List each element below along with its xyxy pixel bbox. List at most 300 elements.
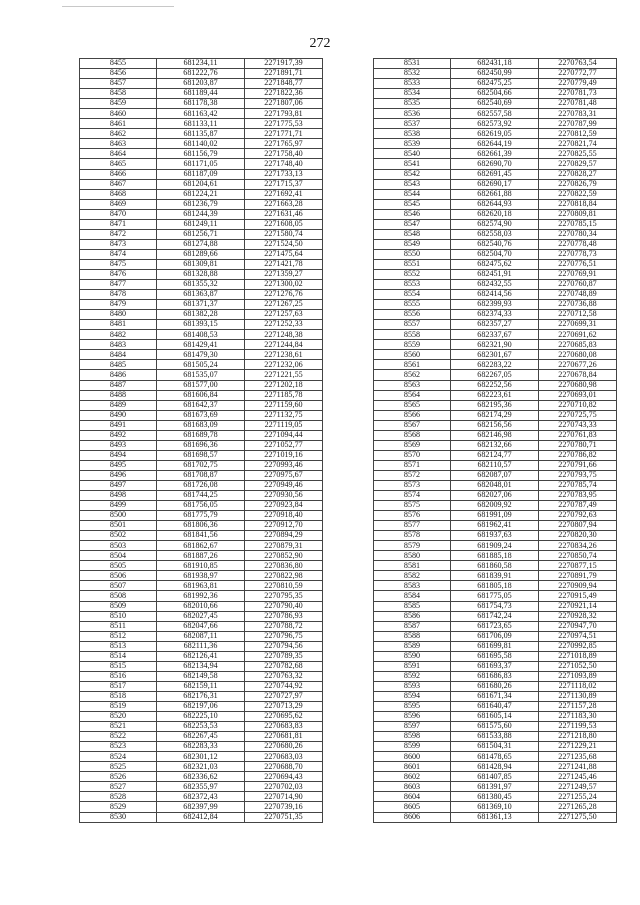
y-coordinate-cell: 2271185,78 (245, 390, 323, 400)
table-row (374, 651, 617, 661)
table-row (80, 320, 323, 330)
y-coordinate-cell: 2271132,75 (245, 410, 323, 420)
x-coordinate-cell: 682149,58 (157, 671, 245, 681)
point-number-cell: 8521 (80, 722, 157, 732)
point-number-cell: 8459 (80, 99, 157, 109)
y-coordinate-cell: 2271524,50 (245, 239, 323, 249)
point-number-cell: 8470 (80, 209, 157, 219)
x-coordinate-cell: 681274,88 (157, 239, 245, 249)
table-row (80, 360, 323, 370)
y-coordinate-cell: 2270761,83 (539, 430, 617, 440)
table-row (80, 460, 323, 470)
point-number-cell: 8546 (374, 209, 451, 219)
point-number-cell: 8596 (374, 712, 451, 722)
y-coordinate-cell: 2270778,73 (539, 249, 617, 259)
y-coordinate-cell: 2270688,70 (245, 762, 323, 772)
table-row (374, 732, 617, 742)
table-row (80, 330, 323, 340)
x-coordinate-cell: 682355,97 (157, 782, 245, 792)
x-coordinate-cell: 681369,10 (451, 802, 539, 812)
x-coordinate-cell: 681189,44 (157, 89, 245, 99)
table-row (80, 641, 323, 651)
table-row (80, 531, 323, 541)
point-number-cell: 8464 (80, 149, 157, 159)
y-coordinate-cell: 2271771,71 (245, 129, 323, 139)
point-number-cell: 8504 (80, 551, 157, 561)
table-row (374, 460, 617, 470)
point-number-cell: 8558 (374, 330, 451, 340)
x-coordinate-cell: 682690,17 (451, 179, 539, 189)
x-coordinate-cell: 681640,47 (451, 702, 539, 712)
table-row (374, 712, 617, 722)
table-row (80, 601, 323, 611)
x-coordinate-cell: 681222,76 (157, 69, 245, 79)
x-coordinate-cell: 682146,98 (451, 430, 539, 440)
point-number-cell: 8483 (80, 340, 157, 350)
table-row (374, 480, 617, 490)
point-number-cell: 8477 (80, 280, 157, 290)
point-number-cell: 8570 (374, 450, 451, 460)
y-coordinate-cell: 2271748,40 (245, 159, 323, 169)
point-number-cell: 8455 (80, 59, 157, 69)
point-number-cell: 8506 (80, 571, 157, 581)
x-coordinate-cell: 682336,62 (157, 772, 245, 782)
table-row (374, 772, 617, 782)
table-row (80, 209, 323, 219)
y-coordinate-cell: 2270683,03 (245, 752, 323, 762)
x-coordinate-cell: 681171,05 (157, 159, 245, 169)
y-coordinate-cell: 2271235,68 (539, 752, 617, 762)
point-number-cell: 8510 (80, 611, 157, 621)
table-row (80, 491, 323, 501)
point-number-cell: 8517 (80, 681, 157, 691)
table-row (80, 440, 323, 450)
y-coordinate-cell: 2270788,72 (245, 621, 323, 631)
point-number-cell: 8551 (374, 259, 451, 269)
x-coordinate-cell: 681698,57 (157, 450, 245, 460)
x-coordinate-cell: 682475,25 (451, 79, 539, 89)
table-row (80, 199, 323, 209)
table-row (374, 601, 617, 611)
y-coordinate-cell: 2270785,15 (539, 219, 617, 229)
point-number-cell: 8542 (374, 169, 451, 179)
y-coordinate-cell: 2271359,27 (245, 269, 323, 279)
point-number-cell: 8496 (80, 470, 157, 480)
x-coordinate-cell: 681204,61 (157, 179, 245, 189)
point-number-cell: 8463 (80, 139, 157, 149)
x-coordinate-cell: 682132,66 (451, 440, 539, 450)
x-coordinate-cell: 682301,12 (157, 752, 245, 762)
x-coordinate-cell: 681806,36 (157, 521, 245, 531)
point-number-cell: 8562 (374, 370, 451, 380)
table-row (80, 722, 323, 732)
point-number-cell: 8491 (80, 420, 157, 430)
x-coordinate-cell: 681702,75 (157, 460, 245, 470)
y-coordinate-cell: 2271692,41 (245, 189, 323, 199)
x-coordinate-cell: 681133,11 (157, 119, 245, 129)
y-coordinate-cell: 2271891,71 (245, 69, 323, 79)
point-number-cell: 8587 (374, 621, 451, 631)
y-coordinate-cell: 2270787,49 (539, 501, 617, 511)
point-number-cell: 8575 (374, 501, 451, 511)
table-row (80, 681, 323, 691)
x-coordinate-cell: 681693,37 (451, 661, 539, 671)
point-number-cell: 8476 (80, 269, 157, 279)
table-row (80, 89, 323, 99)
point-number-cell: 8538 (374, 129, 451, 139)
point-number-cell: 8556 (374, 310, 451, 320)
y-coordinate-cell: 2270809,81 (539, 209, 617, 219)
x-coordinate-cell: 682283,22 (451, 360, 539, 370)
table-row (374, 491, 617, 501)
table-row (80, 802, 323, 812)
y-coordinate-cell: 2270685,83 (539, 340, 617, 350)
point-number-cell: 8576 (374, 511, 451, 521)
point-number-cell: 8595 (374, 702, 451, 712)
point-number-cell: 8525 (80, 762, 157, 772)
table-row (80, 420, 323, 430)
y-coordinate-cell: 2271019,16 (245, 450, 323, 460)
x-coordinate-cell: 682124,77 (451, 450, 539, 460)
table-row (374, 470, 617, 480)
x-coordinate-cell: 681991,09 (451, 511, 539, 521)
table-row (374, 370, 617, 380)
table-row (80, 380, 323, 390)
point-number-cell: 8577 (374, 521, 451, 531)
x-coordinate-cell: 682504,66 (451, 89, 539, 99)
point-number-cell: 8533 (374, 79, 451, 89)
y-coordinate-cell: 2271793,81 (245, 109, 323, 119)
table-row (80, 310, 323, 320)
x-coordinate-cell: 681726,08 (157, 480, 245, 490)
point-number-cell: 8573 (374, 480, 451, 490)
y-coordinate-cell: 2270822,98 (245, 571, 323, 581)
x-coordinate-cell: 681885,18 (451, 551, 539, 561)
table-row (80, 732, 323, 742)
table-row (374, 129, 617, 139)
x-coordinate-cell: 681963,81 (157, 581, 245, 591)
point-number-cell: 8502 (80, 531, 157, 541)
table-row (374, 661, 617, 671)
x-coordinate-cell: 682619,05 (451, 129, 539, 139)
x-coordinate-cell: 682431,18 (451, 59, 539, 69)
y-coordinate-cell: 2270781,48 (539, 99, 617, 109)
table-row (80, 742, 323, 752)
point-number-cell: 8564 (374, 390, 451, 400)
x-coordinate-cell: 682253,53 (157, 722, 245, 732)
x-coordinate-cell: 682337,67 (451, 330, 539, 340)
table-row (374, 561, 617, 571)
x-coordinate-cell: 681428,94 (451, 762, 539, 772)
point-number-cell: 8530 (80, 812, 157, 822)
point-number-cell: 8545 (374, 199, 451, 209)
y-coordinate-cell: 2271241,88 (539, 762, 617, 772)
y-coordinate-cell: 2270751,35 (245, 812, 323, 822)
coordinate-table-right (373, 58, 617, 823)
x-coordinate-cell: 681862,67 (157, 541, 245, 551)
x-coordinate-cell: 682111,36 (157, 641, 245, 651)
table-row (80, 480, 323, 490)
x-coordinate-cell: 681178,38 (157, 99, 245, 109)
point-number-cell: 8605 (374, 802, 451, 812)
x-coordinate-cell: 681805,18 (451, 581, 539, 591)
x-coordinate-cell: 681236,79 (157, 199, 245, 209)
top-rule (62, 6, 174, 7)
y-coordinate-cell: 2271421,78 (245, 259, 323, 269)
x-coordinate-cell: 681642,37 (157, 400, 245, 410)
y-coordinate-cell: 2270763,54 (539, 59, 617, 69)
x-coordinate-cell: 682283,33 (157, 742, 245, 752)
point-number-cell: 8489 (80, 400, 157, 410)
x-coordinate-cell: 682397,99 (157, 802, 245, 812)
table-row (374, 269, 617, 279)
table-row (374, 259, 617, 269)
y-coordinate-cell: 2271275,50 (539, 812, 617, 822)
table-row (80, 521, 323, 531)
y-coordinate-cell: 2270699,31 (539, 320, 617, 330)
x-coordinate-cell: 682399,93 (451, 300, 539, 310)
x-coordinate-cell: 682252,56 (451, 380, 539, 390)
y-coordinate-cell: 2271608,05 (245, 219, 323, 229)
table-row (374, 139, 617, 149)
y-coordinate-cell: 2270822,59 (539, 189, 617, 199)
x-coordinate-cell: 681249,11 (157, 219, 245, 229)
point-number-cell: 8466 (80, 169, 157, 179)
y-coordinate-cell: 2270779,49 (539, 79, 617, 89)
table-row (80, 179, 323, 189)
table-row (374, 229, 617, 239)
table-row (374, 310, 617, 320)
table-row (80, 671, 323, 681)
point-number-cell: 8467 (80, 179, 157, 189)
y-coordinate-cell: 2270789,35 (245, 651, 323, 661)
x-coordinate-cell: 681363,87 (157, 290, 245, 300)
x-coordinate-cell: 681328,88 (157, 269, 245, 279)
table-row (80, 129, 323, 139)
y-coordinate-cell: 2270786,93 (245, 611, 323, 621)
table-row (374, 742, 617, 752)
table-row (80, 350, 323, 360)
table-row (80, 551, 323, 561)
point-number-cell: 8603 (374, 782, 451, 792)
table-row (80, 159, 323, 169)
table-row (80, 762, 323, 772)
y-coordinate-cell: 2270713,29 (245, 702, 323, 712)
y-coordinate-cell: 2270912,70 (245, 521, 323, 531)
point-number-cell: 8469 (80, 199, 157, 209)
point-number-cell: 8553 (374, 280, 451, 290)
y-coordinate-cell: 2270825,55 (539, 149, 617, 159)
x-coordinate-cell: 681673,69 (157, 410, 245, 420)
x-coordinate-cell: 681754,73 (451, 601, 539, 611)
y-coordinate-cell: 2270909,94 (539, 581, 617, 591)
point-number-cell: 8520 (80, 712, 157, 722)
point-number-cell: 8583 (374, 581, 451, 591)
point-number-cell: 8493 (80, 440, 157, 450)
point-number-cell: 8492 (80, 430, 157, 440)
y-coordinate-cell: 2270680,26 (245, 742, 323, 752)
y-coordinate-cell: 2271775,53 (245, 119, 323, 129)
y-coordinate-cell: 2271248,38 (245, 330, 323, 340)
table-row (374, 420, 617, 430)
y-coordinate-cell: 2271848,77 (245, 79, 323, 89)
point-number-cell: 8574 (374, 491, 451, 501)
y-coordinate-cell: 2271229,21 (539, 742, 617, 752)
x-coordinate-cell: 682087,11 (157, 631, 245, 641)
x-coordinate-cell: 681203,87 (157, 79, 245, 89)
point-number-cell: 8495 (80, 460, 157, 470)
y-coordinate-cell: 2270947,70 (539, 621, 617, 631)
y-coordinate-cell: 2271130,89 (539, 691, 617, 701)
y-coordinate-cell: 2270807,94 (539, 521, 617, 531)
x-coordinate-cell: 681156,79 (157, 149, 245, 159)
y-coordinate-cell: 2270795,35 (245, 591, 323, 601)
x-coordinate-cell: 682412,84 (157, 812, 245, 822)
y-coordinate-cell: 2271580,74 (245, 229, 323, 239)
table-row (80, 571, 323, 581)
table-row (374, 149, 617, 159)
point-number-cell: 8518 (80, 691, 157, 701)
x-coordinate-cell: 682661,88 (451, 189, 539, 199)
y-coordinate-cell: 2271221,55 (245, 370, 323, 380)
x-coordinate-cell: 681671,34 (451, 691, 539, 701)
point-number-cell: 8527 (80, 782, 157, 792)
table-row (80, 611, 323, 621)
point-number-cell: 8600 (374, 752, 451, 762)
table-row (374, 109, 617, 119)
x-coordinate-cell: 681505,24 (157, 360, 245, 370)
point-number-cell: 8505 (80, 561, 157, 571)
page-number: 272 (309, 36, 331, 51)
point-number-cell: 8482 (80, 330, 157, 340)
table-row (80, 782, 323, 792)
x-coordinate-cell: 681775,79 (157, 511, 245, 521)
x-coordinate-cell: 681535,07 (157, 370, 245, 380)
point-number-cell: 8534 (374, 89, 451, 99)
y-coordinate-cell: 2270794,56 (245, 641, 323, 651)
point-number-cell: 8481 (80, 320, 157, 330)
point-number-cell: 8561 (374, 360, 451, 370)
point-number-cell: 8457 (80, 79, 157, 89)
table-row (374, 179, 617, 189)
x-coordinate-cell: 682009,92 (451, 501, 539, 511)
x-coordinate-cell: 682691,45 (451, 169, 539, 179)
x-coordinate-cell: 681962,41 (451, 521, 539, 531)
point-number-cell: 8563 (374, 380, 451, 390)
table-row (374, 641, 617, 651)
point-number-cell: 8565 (374, 400, 451, 410)
x-coordinate-cell: 681680,26 (451, 681, 539, 691)
y-coordinate-cell: 2271300,02 (245, 280, 323, 290)
x-coordinate-cell: 682540,76 (451, 239, 539, 249)
table-row (374, 571, 617, 581)
point-number-cell: 8456 (80, 69, 157, 79)
point-number-cell: 8512 (80, 631, 157, 641)
point-number-cell: 8474 (80, 249, 157, 259)
y-coordinate-cell: 2270791,66 (539, 460, 617, 470)
y-coordinate-cell: 2270923,84 (245, 501, 323, 511)
table-row (80, 109, 323, 119)
x-coordinate-cell: 682504,70 (451, 249, 539, 259)
y-coordinate-cell: 2271118,02 (539, 681, 617, 691)
x-coordinate-cell: 681910,85 (157, 561, 245, 571)
y-coordinate-cell: 2270780,71 (539, 440, 617, 450)
y-coordinate-cell: 2271244,84 (245, 340, 323, 350)
table-row (80, 169, 323, 179)
y-coordinate-cell: 2271758,40 (245, 149, 323, 159)
table-row (374, 320, 617, 330)
y-coordinate-cell: 2271245,46 (539, 772, 617, 782)
x-coordinate-cell: 681478,65 (451, 752, 539, 762)
x-coordinate-cell: 681234,11 (157, 59, 245, 69)
table-row (80, 59, 323, 69)
table-row (374, 802, 617, 812)
table-row (80, 621, 323, 631)
point-number-cell: 8584 (374, 591, 451, 601)
point-number-cell: 8604 (374, 792, 451, 802)
point-number-cell: 8579 (374, 541, 451, 551)
x-coordinate-cell: 682450,99 (451, 69, 539, 79)
x-coordinate-cell: 681606,84 (157, 390, 245, 400)
table-row (374, 400, 617, 410)
point-number-cell: 8548 (374, 229, 451, 239)
table-row (374, 390, 617, 400)
x-coordinate-cell: 682197,06 (157, 702, 245, 712)
y-coordinate-cell: 2271255,24 (539, 792, 617, 802)
y-coordinate-cell: 2270850,74 (539, 551, 617, 561)
y-coordinate-cell: 2270694,43 (245, 772, 323, 782)
table-row (374, 169, 617, 179)
point-number-cell: 8511 (80, 621, 157, 631)
point-number-cell: 8503 (80, 541, 157, 551)
point-number-cell: 8494 (80, 450, 157, 460)
point-number-cell: 8580 (374, 551, 451, 561)
point-number-cell: 8547 (374, 219, 451, 229)
point-number-cell: 8555 (374, 300, 451, 310)
table-row (80, 269, 323, 279)
table-row (374, 199, 617, 209)
x-coordinate-cell: 681937,63 (451, 531, 539, 541)
y-coordinate-cell: 2270829,57 (539, 159, 617, 169)
y-coordinate-cell: 2270695,62 (245, 712, 323, 722)
x-coordinate-cell: 682110,57 (451, 460, 539, 470)
y-coordinate-cell: 2271159,60 (245, 400, 323, 410)
table-row (374, 501, 617, 511)
table-row (374, 551, 617, 561)
x-coordinate-cell: 682010,66 (157, 601, 245, 611)
y-coordinate-cell: 2271199,53 (539, 722, 617, 732)
x-coordinate-cell: 682573,92 (451, 119, 539, 129)
x-coordinate-cell: 681163,42 (157, 109, 245, 119)
y-coordinate-cell: 2271807,06 (245, 99, 323, 109)
y-coordinate-cell: 2270760,87 (539, 280, 617, 290)
table-row (374, 702, 617, 712)
table-row (374, 792, 617, 802)
y-coordinate-cell: 2270820,30 (539, 531, 617, 541)
x-coordinate-cell: 682159,11 (157, 681, 245, 691)
x-coordinate-cell: 681909,24 (451, 541, 539, 551)
y-coordinate-cell: 2270786,82 (539, 450, 617, 460)
x-coordinate-cell: 682321,03 (157, 762, 245, 772)
y-coordinate-cell: 2270712,58 (539, 310, 617, 320)
y-coordinate-cell: 2271249,57 (539, 782, 617, 792)
y-coordinate-cell: 2270710,82 (539, 400, 617, 410)
x-coordinate-cell: 682267,05 (451, 370, 539, 380)
y-coordinate-cell: 2271733,13 (245, 169, 323, 179)
point-number-cell: 8515 (80, 661, 157, 671)
table-row (80, 430, 323, 440)
y-coordinate-cell: 2270743,33 (539, 420, 617, 430)
